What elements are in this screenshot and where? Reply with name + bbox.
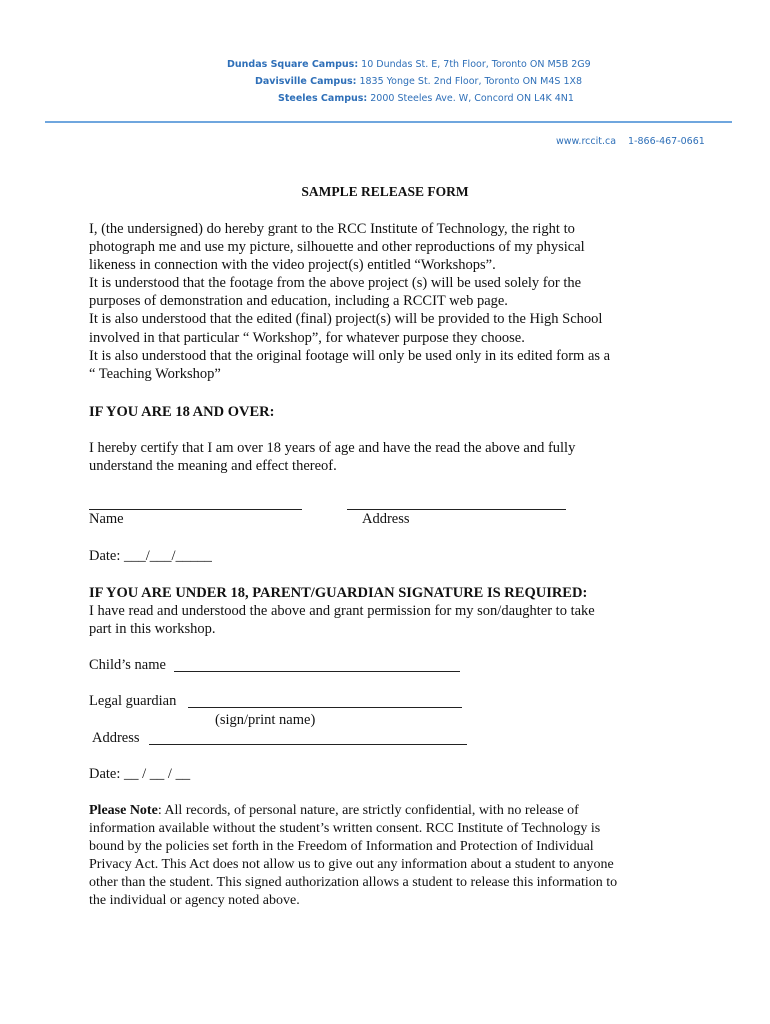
child-name-label: Child’s name — [89, 657, 166, 673]
date-field-adult[interactable]: Date: ___/___/_____ — [89, 548, 212, 564]
intro-line: photograph me and use my picture, silhouette and other reproductions of my physical — [89, 239, 585, 256]
contact-line — [556, 136, 705, 147]
intro-line: likeness in connection with the video project(s) entitled “Workshops”. — [89, 257, 496, 274]
intro-line: purposes of demonstration and education, including a RCCIT web page. — [89, 293, 508, 310]
cert-line: I hereby certify that I am over 18 years of age and have the read the above and fully — [89, 440, 576, 456]
date-field-guardian[interactable]: Date: __ / __ / __ — [89, 766, 191, 782]
form-title: SAMPLE RELEASE FORM — [301, 184, 469, 199]
header-divider — [45, 121, 732, 123]
name-signature-line[interactable] — [89, 509, 302, 510]
guardian-address-field[interactable] — [149, 744, 467, 745]
campus-address-davisville: Davisville Campus: 1835 Yonge St. 2nd Floor, Toronto ON M4S 1X8 — [255, 76, 583, 87]
intro-line: It is understood that the footage from the above project (s) will be used solely for the — [89, 275, 582, 292]
intro-line: involved in that particular “ Workshop”, for whatever purpose they choose. — [89, 329, 525, 346]
campus-address-steeles: Steeles Campus: 2000 Steeles Ave. W, Concord ON L4K 4N1 — [278, 93, 574, 104]
note-line: bound by the policies set forth in the Freedom of Information and Protection of Individual — [89, 839, 594, 855]
intro-paragraph — [89, 220, 689, 383]
phone-number: 1-866-467-0661 — [628, 136, 705, 147]
intro-line: I, (the undersigned) do hereby grant to the RCC Institute of Technology, the right to — [89, 221, 575, 237]
under18-line: part in this workshop. — [89, 621, 216, 638]
address-signature-line[interactable] — [347, 509, 566, 510]
under18-heading: IF YOU ARE UNDER 18, PARENT/GUARDIAN SIGNATURE IS REQUIRED: — [89, 585, 588, 601]
under18-paragraph — [89, 602, 595, 638]
note-line: information available without the student’s written consent. RCC Institute of Technology is — [89, 821, 601, 837]
intro-line: “ Teaching Workshop” — [89, 365, 221, 382]
note-line: Privacy Act. This Act does not allow us to give out any information about a student to anyone — [89, 857, 614, 873]
note-label: Please Note — [89, 803, 158, 818]
under18-line: I have read and understood the above and grant permission for my son/daughter to take — [89, 603, 595, 619]
cert-line: understand the meaning and effect thereof. — [89, 458, 337, 475]
child-name-field[interactable] — [174, 671, 460, 672]
website-link[interactable]: www.rccit.ca — [556, 136, 617, 147]
intro-line: It is also understood that the original footage will only be used only in its edited form as a — [89, 347, 611, 364]
guardian-label: Legal guardian — [89, 693, 177, 709]
note-line: other than the student. This signed authorization allows a student to release this information to — [89, 875, 618, 891]
note-line: the individual or agency noted above. — [89, 893, 300, 909]
guardian-signature-field[interactable] — [188, 707, 462, 708]
campus-address-dundas: Dundas Square Campus: 10 Dundas St. E, 7th Floor, Toronto ON M5B 2G9 — [227, 59, 591, 70]
certification-paragraph — [89, 439, 689, 475]
intro-line: It is also understood that the edited (final) project(s) will be provided to the High School — [89, 311, 603, 328]
address-label: Address — [362, 511, 410, 527]
over18-heading: IF YOU ARE 18 AND OVER: — [89, 404, 275, 420]
name-label: Name — [89, 511, 124, 527]
note-line: : All records, of personal nature, are strictly confidential, with no release of — [157, 803, 579, 818]
privacy-note — [89, 802, 617, 911]
guardian-address-label: Address — [92, 730, 140, 746]
sign-print-hint: (sign/print name) — [215, 712, 316, 728]
